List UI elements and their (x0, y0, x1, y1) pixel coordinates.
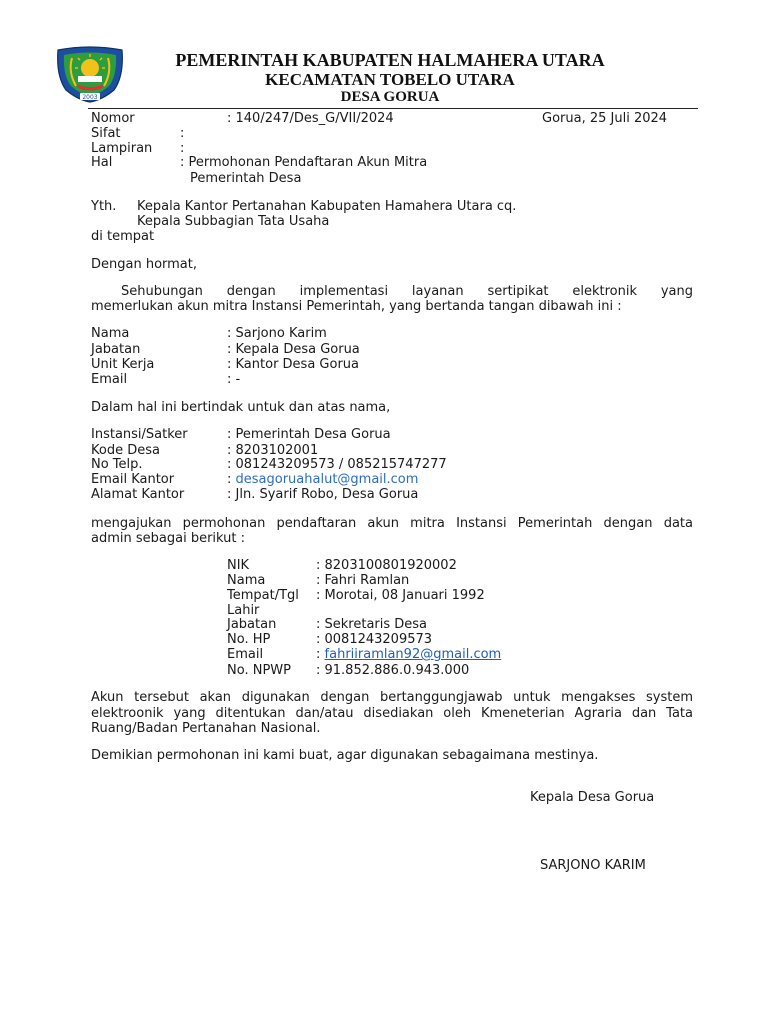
institution-colon: : (227, 472, 236, 487)
admin-npwp-value: : 91.852.886.0.943.000 (316, 663, 470, 678)
district-emblem-logo (54, 46, 126, 104)
recipient-line-2: Kepala Subbagian Tata Usaha (137, 214, 330, 229)
admin-nama-label: Nama (227, 573, 266, 588)
closing-statement: Demikian permohonan ini kami buat, agar digunakan sebagaimana mestinya. (91, 748, 599, 763)
admin-hp-value: : 0081243209573 (316, 632, 433, 647)
institution-label: Instansi/Satker (91, 427, 188, 442)
signer-value: : Sarjono Karim (227, 326, 327, 341)
admin-npwp-label: No. NPWP (227, 663, 291, 678)
sifat-value: : (180, 126, 185, 141)
paragraph-3-line-1: Akun tersebut akan digunakan dengan bertanggungjawab untuk mengakses system (91, 690, 693, 705)
signer-label: Unit Kerja (91, 357, 155, 372)
signer-value: : - (227, 372, 241, 387)
lampiran-value: : (180, 141, 185, 156)
institution-label: Alamat Kantor (91, 487, 185, 502)
signer-value: : Kantor Desa Gorua (227, 357, 359, 372)
institution-label: No Telp. (91, 457, 143, 472)
logo-year: 2003 (82, 94, 98, 101)
recipient-line-3: di tempat (91, 229, 155, 244)
paragraph-2-line-1: mengajukan permohonan pendaftaran akun mitra Instansi Pemerintah dengan data (91, 516, 693, 531)
admin-nik-value: : 8203100801920002 (316, 558, 457, 573)
paragraph-1-line-1: Sehubungan dengan implementasi layanan sertipikat elektronik yang (121, 284, 693, 299)
nomor-label: Nomor (91, 111, 135, 126)
institution-label: Email Kantor (91, 472, 175, 487)
admin-ttl-label-2: Lahir (227, 603, 260, 618)
letterhead-line-2: KECAMATAN TOBELO UTARA (265, 70, 515, 89)
paragraph-3-line-3: Ruang/Badan Pertanahan Nasional. (91, 721, 321, 736)
hal-label: Hal (91, 155, 113, 170)
acting-statement: Dalam hal ini bertindak untuk dan atas nama, (91, 400, 391, 415)
greeting: Dengan hormat, (91, 257, 198, 272)
yth-label: Yth. (91, 199, 117, 214)
letterhead-line-1: PEMERINTAH KABUPATEN HALMAHERA UTARA (175, 50, 605, 70)
paragraph-2-line-2: admin sebagai berikut : (91, 531, 246, 546)
lampiran-label: Lampiran (91, 141, 153, 156)
paragraph-1-line-2: memerlukan akun mitra Instansi Pemerintah, yang bertanda tangan dibawah ini : (91, 299, 622, 314)
institution-value: : 8203102001 (227, 443, 319, 458)
admin-jabatan-label: Jabatan (227, 617, 277, 632)
institution-value: : Pemerintah Desa Gorua (227, 427, 391, 442)
signer-label: Nama (91, 326, 130, 341)
signature-name: SARJONO KARIM (540, 858, 646, 873)
signature-title: Kepala Desa Gorua (530, 790, 655, 805)
hal-value-1: : Permohonan Pendaftaran Akun Mitra (180, 155, 428, 170)
signer-value: : Kepala Desa Gorua (227, 342, 360, 357)
institution-value: : Jln. Syarif Robo, Desa Gorua (227, 487, 419, 502)
admin-email-label: Email (227, 647, 264, 662)
paragraph-3-line-2: elektroonik yang ditentukan dan/atau disediakan oleh Kmeneterian Agraria dan Tata (91, 706, 693, 721)
letterhead-divider (88, 108, 698, 109)
nomor-value: : 140/247/Des_G/VII/2024 (227, 111, 394, 126)
institution-value: : 081243209573 / 085215747277 (227, 457, 447, 472)
admin-email-link[interactable]: fahriiramlan92@gmail.com (324, 647, 502, 662)
recipient-line-1: Kepala Kantor Pertanahan Kabupaten Hamahera Utara cq. (137, 199, 517, 214)
admin-nama-value: : Fahri Ramlan (316, 573, 410, 588)
hal-value-2: Pemerintah Desa (190, 171, 302, 186)
admin-ttl-label-1: Tempat/Tgl (227, 588, 299, 603)
admin-email-colon: : (316, 647, 321, 662)
admin-ttl-value: : Morotai, 08 Januari 1992 (316, 588, 485, 603)
signer-label: Jabatan (91, 342, 141, 357)
signer-label: Email (91, 372, 128, 387)
admin-jabatan-value: : Sekretaris Desa (316, 617, 428, 632)
sifat-label: Sifat (91, 126, 121, 141)
admin-nik-label: NIK (227, 558, 250, 573)
office-email-link[interactable]: desagoruahalut@gmail.com (235, 472, 419, 487)
letter-date: Gorua, 25 Juli 2024 (542, 111, 668, 126)
admin-hp-label: No. HP (227, 632, 271, 647)
institution-label: Kode Desa (91, 443, 160, 458)
letterhead-line-3: DESA GORUA (340, 89, 440, 105)
